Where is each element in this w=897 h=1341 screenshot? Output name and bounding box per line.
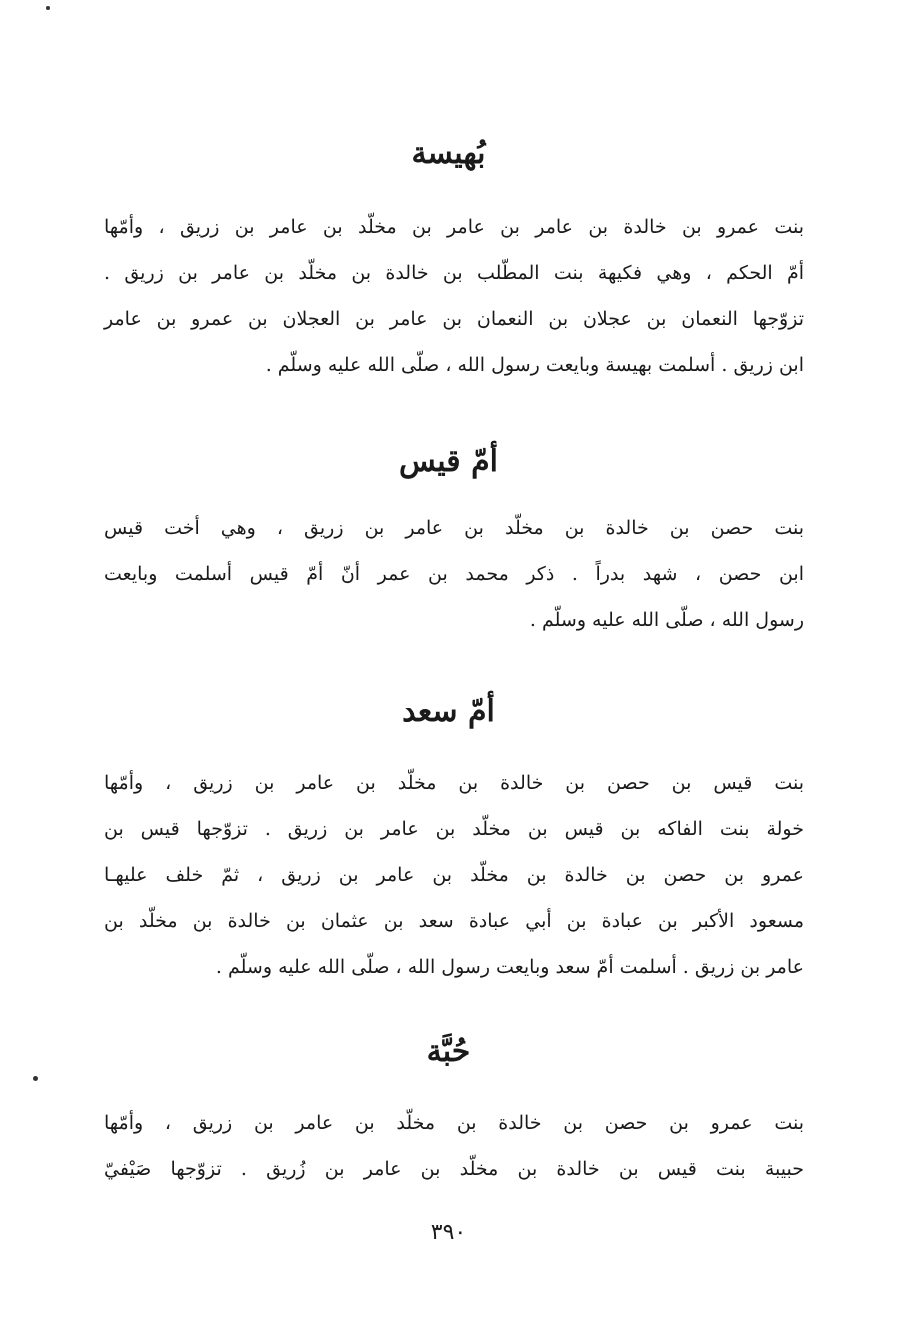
section-title: أمّ قيس	[399, 444, 498, 479]
paragraph-line: حبيبة بنت قيس بن خالدة بن مخلّد بن عامر بن زُريق . تزوّجها صَيْفيّ	[104, 1158, 804, 1180]
section-paragraph	[104, 505, 804, 643]
scan-speck	[33, 1076, 38, 1081]
paragraph-line: عامر بن زريق . أسلمت أمّ سعد وبايعت رسول الله ، صلّى الله عليه وسلّم .	[215, 956, 804, 978]
section-title: بُهيسة	[411, 136, 486, 171]
paragraph-line: ابن حصن ، شهد بدراً . ذكر محمد بن عمر أنّ أمّ قيس أسلمت وبايعت	[104, 563, 804, 585]
section-title: أمّ سعد	[402, 694, 495, 729]
paragraph-line: بنت حصن بن خالدة بن مخلّد بن عامر بن زريق ، وهي أخت قيس	[104, 517, 804, 539]
section-paragraph	[104, 1100, 804, 1192]
paragraph-line: بنت قيس بن حصن بن خالدة بن مخلّد بن عامر بن زريق ، وأمّها	[104, 772, 804, 794]
paragraph-line: بنت عمرو بن خالدة بن عامر بن عامر بن مخلّد بن عامر بن زريق ، وأمّها	[104, 216, 804, 238]
paragraph-line: مسعود الأكبر بن عبادة بن أبي عبادة سعد بن عثمان بن خالدة بن مخلّد بن	[104, 910, 804, 932]
paragraph-line: أمّ الحكم ، وهي فكيهة بنت المطّلب بن خالدة بن مخلّد بن عامر بن زريق .	[104, 262, 804, 284]
section-paragraph	[104, 204, 804, 388]
section-paragraph	[104, 760, 804, 990]
paragraph-line: بنت عمرو بن حصن بن خالدة بن مخلّد بن عامر بن زريق ، وأمّها	[104, 1112, 804, 1134]
section-title: حُبَّة	[426, 1034, 471, 1069]
paragraph-line: خولة بنت الفاكه بن قيس بن مخلّد بن عامر بن زريق . تزوّجها قيس بن	[104, 818, 804, 840]
page-number: ٣٩٠	[430, 1220, 467, 1245]
paragraph-line: تزوّجها النعمان بن عجلان بن النعمان بن عامر بن العجلان بن عمرو بن عامر	[104, 308, 804, 330]
paragraph-line: رسول الله ، صلّى الله عليه وسلّم .	[529, 609, 804, 631]
paragraph-line: عمرو بن حصن بن خالدة بن مخلّد بن عامر بن زريق ، ثمّ خلف عليهـا	[104, 864, 804, 886]
paragraph-line: ابن زريق . أسلمت بهيسة وبايعت رسول الله ، صلّى الله عليه وسلّم .	[265, 354, 804, 376]
scan-speck	[46, 6, 50, 10]
